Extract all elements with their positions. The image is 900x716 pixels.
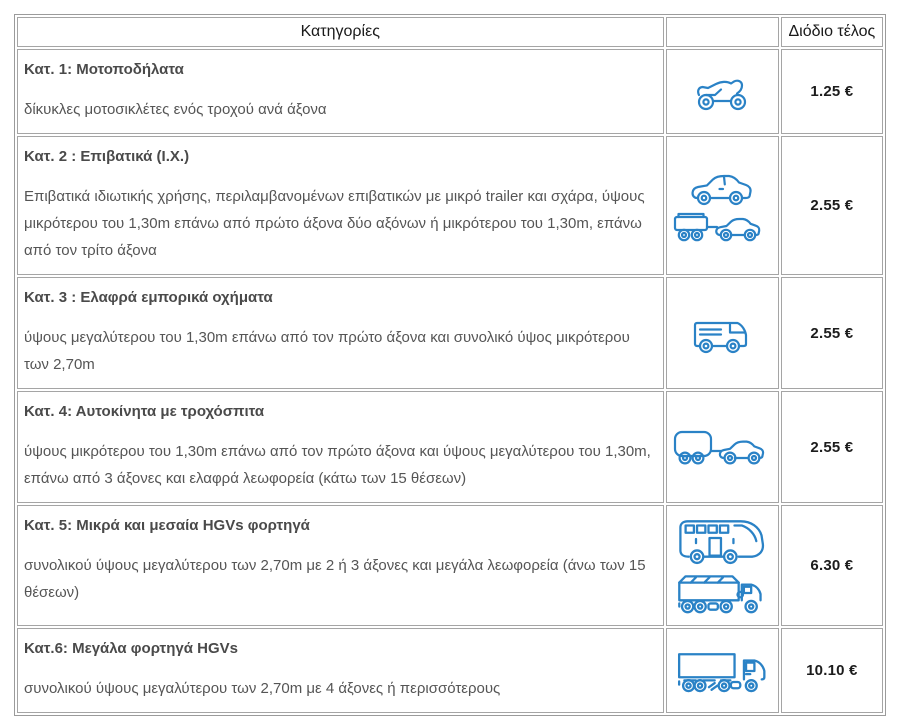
category-1-price: 1.25 € [781,49,883,134]
category-6-icon-cell [666,628,779,713]
category-6-title: Κατ.6: Μεγάλα φορτηγά HGVs [24,640,238,657]
category-2-description: Επιβατικά ιδιωτικής χρήσης, περιλαμβανομένων επιβατικών με μικρό trailer και σχάρα, ύψους μικρότερου του 1,30m επάνω από πρώτο άξονα δύο αξόνων ή μικρότερου του 1,30m, επάνω από τον τρίτο άξονα [24,188,645,259]
category-4-price: 2.55 € [781,391,883,503]
table-header-row [17,17,883,47]
category-1-cell [17,49,664,134]
category-3-description: ύψους μεγαλύτερου του 1,30m επάνω από τον πρώτο άξονα και συνολικό ύψος μικρότερου των 2,70m [24,329,630,373]
table-row-category-1 [17,49,883,134]
car-icon [690,168,754,206]
category-3-title: Κατ. 3 : Ελαφρά εμπορικά οχήματα [24,289,273,306]
category-5-icon-cell [666,505,779,626]
table-row-category-6 [17,628,883,713]
category-3-icon-cell [666,277,779,389]
category-6-price: 10.10 € [781,628,883,713]
table-row-category-2 [17,136,883,275]
motorcycle-icon [694,71,750,113]
semi-truck-icon [674,648,770,694]
car-with-trailer-icon [672,209,772,243]
category-6-description: συνολικού ύψους μεγαλύτερου των 2,70m με 4 άξονες ή περισσότερους [24,680,501,697]
categories-column-header: Κατηγορίες [17,17,664,47]
category-2-title: Κατ. 2 : Επιβατικά (Ι.Χ.) [24,148,190,165]
caravan-and-car-icon [672,427,772,467]
category-5-price: 6.30 € [781,505,883,626]
category-5-description: συνολικού ύψους μεγαλύτερου των 2,70m με 2 ή 3 άξονες και μεγάλα λεωφορεία (άνω των 15 θέσεων) [24,557,646,601]
category-2-icon-cell [666,136,779,275]
category-1-description: δίκυκλες μοτοσικλέτες ενός τροχού ανά άξονα [24,101,327,118]
category-5-cell [17,505,664,626]
category-1-icon-cell [666,49,779,134]
category-2-price: 2.55 € [781,136,883,275]
toll-column-header: Διόδιο τέλος [781,17,883,47]
table-row-category-3 [17,277,883,389]
bus-icon [674,513,770,565]
toll-fee-table [14,14,886,716]
table-row-category-5 [17,505,883,626]
table-row-category-4 [17,391,883,503]
category-2-cell [17,136,664,275]
category-4-title: Κατ. 4: Αυτοκίνητα με τροχόσπιτα [24,403,265,420]
category-3-price: 2.55 € [781,277,883,389]
category-6-cell [17,628,664,713]
category-4-cell [17,391,664,503]
category-4-icon-cell [666,391,779,503]
dump-truck-icon [676,568,768,618]
category-3-cell [17,277,664,389]
icon-column-header [666,17,779,47]
category-4-description: ύψους μικρότερου του 1,30m επάνω από τον πρώτο άξονα και ύψους μεγαλύτερου του 1,30m, επάνω από 3 άξονες και ελαφρά λεωφορεία (κάτω των 15 θέσεων) [24,443,651,487]
category-1-title: Κατ. 1: Μοτοποδήλατα [24,61,184,78]
category-5-title: Κατ. 5: Μικρά και μεσαία HGVs φορτηγά [24,517,310,534]
van-icon [690,311,754,355]
